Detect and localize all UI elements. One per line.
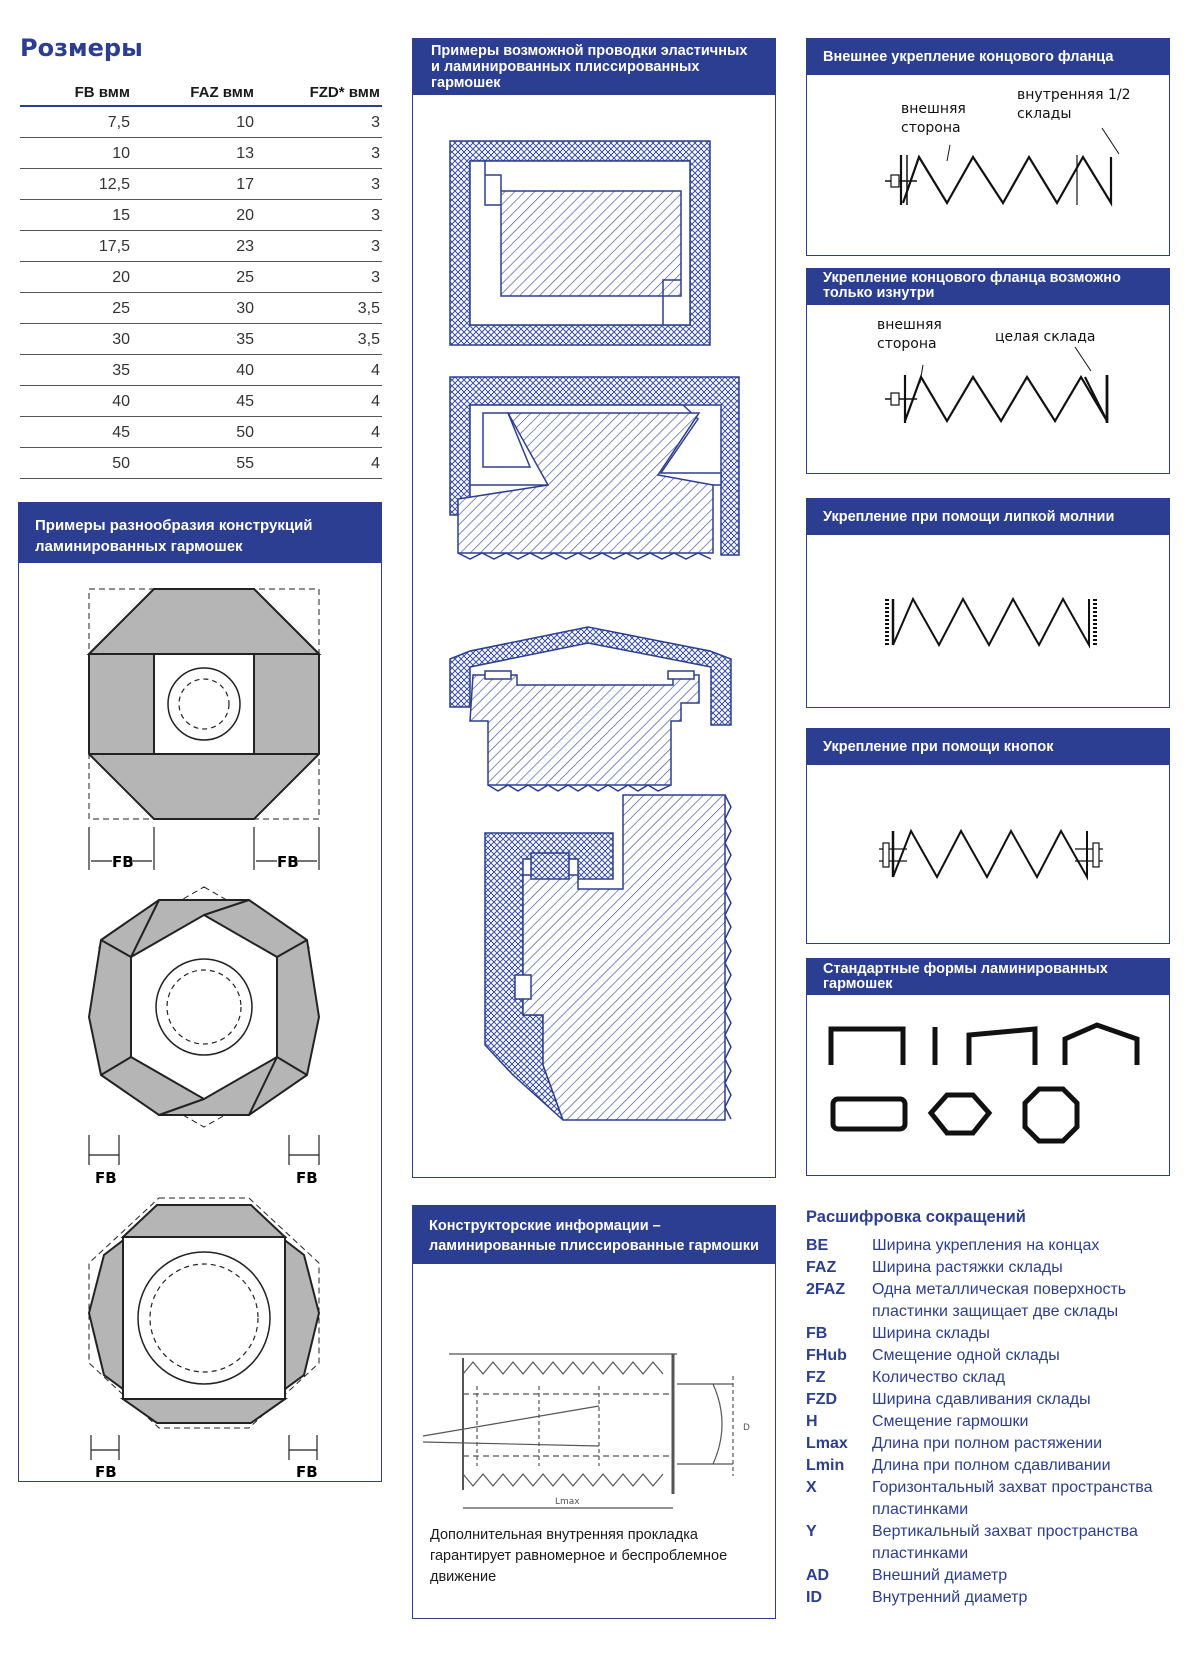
legend-key: FZD — [806, 1391, 838, 1408]
panel-shapes-title: Стандартные формы ламинированных гармошек — [807, 959, 1169, 995]
legend-value: Смещение одной склады — [872, 1347, 1060, 1364]
cell-fzd: 3,5 — [256, 324, 382, 355]
inside-drawing — [807, 305, 1169, 473]
legend-value: Длина при полном растяжении — [872, 1435, 1103, 1452]
label-outside-2b: сторона — [877, 336, 937, 352]
shape-rect — [833, 1099, 905, 1129]
velcro-drawing — [807, 535, 1169, 707]
legend-value: Внутренний диаметр — [872, 1589, 1028, 1606]
cell-fb: 15 — [20, 200, 132, 231]
legend-item — [806, 1455, 1186, 1477]
fb-label-2a: FB — [95, 1169, 117, 1187]
sizes-row — [20, 200, 382, 231]
cell-fb: 12,5 — [20, 169, 132, 200]
panel-external-title: Внешнее укрепление концового фланца — [807, 39, 1169, 75]
cell-fb: 35 — [20, 355, 132, 386]
legend-value: Длина при полном сдавливании — [872, 1457, 1111, 1474]
cell-faz: 20 — [132, 200, 256, 231]
legend-value: Ширина растяжки склады — [872, 1259, 1063, 1276]
panel-buttons-title: Укрепление при помощи кнопок — [807, 729, 1169, 765]
fb-label-1b: FB — [277, 853, 299, 871]
legend-value: Количество склад — [872, 1369, 1006, 1386]
cell-fzd: 3 — [256, 138, 382, 169]
cell-faz: 55 — [132, 448, 256, 479]
cell-fzd: 4 — [256, 386, 382, 417]
legend-item — [806, 1323, 1186, 1345]
sizes-header-row — [20, 80, 382, 106]
legend-key: FAZ — [806, 1259, 837, 1276]
panel-inside — [806, 268, 1170, 474]
external-drawing — [807, 75, 1169, 255]
lmax-label: Lmax — [555, 1497, 580, 1507]
panel-external — [806, 38, 1170, 256]
cell-fzd: 3,5 — [256, 293, 382, 324]
cell-fzd: 3 — [256, 200, 382, 231]
cell-fb: 17,5 — [20, 231, 132, 262]
legend-item — [806, 1587, 1186, 1609]
variety-drawings — [19, 565, 381, 1480]
cell-fb: 10 — [20, 138, 132, 169]
cell-fzd: 3 — [256, 262, 382, 293]
label-outside-1a: внешняя — [901, 101, 966, 117]
legend-key: Lmax — [806, 1435, 848, 1452]
legend-key: FB — [806, 1325, 828, 1342]
sizes-body — [20, 106, 382, 479]
legend-key: BE — [806, 1237, 829, 1254]
cell-faz: 30 — [132, 293, 256, 324]
panel-variety — [18, 502, 382, 1482]
shapes-drawing — [807, 995, 1169, 1175]
legend-item — [806, 1345, 1186, 1367]
legend-key: FZ — [806, 1369, 826, 1386]
shape-u — [831, 1029, 903, 1065]
label-whole: целая склада — [995, 329, 1096, 345]
panel-velcro-title: Укрепление при помощи липкой молнии — [807, 499, 1169, 535]
legend-key: X — [806, 1479, 817, 1496]
cell-fb: 7,5 — [20, 106, 132, 138]
design-drawing — [413, 1266, 775, 1516]
sizes-table — [20, 80, 382, 479]
label-outside-2a: внешняя — [877, 317, 942, 333]
legend-list — [806, 1235, 1186, 1609]
cell-faz: 40 — [132, 355, 256, 386]
legend-value: Ширина склады — [872, 1325, 990, 1342]
legend-value: Одна металлическая поверхность пластинки защищает две склады — [872, 1281, 1127, 1320]
cell-fzd: 3 — [256, 106, 382, 138]
cell-faz: 23 — [132, 231, 256, 262]
sizes-row — [20, 355, 382, 386]
sizes-row — [20, 386, 382, 417]
cell-fb: 30 — [20, 324, 132, 355]
legend-item — [806, 1433, 1186, 1455]
sizes-row — [20, 262, 382, 293]
panel-design-title: Конструкторские информации – ламинированные плиссированные гармошки — [413, 1206, 775, 1264]
legend-value: Горизонтальный захват пространства пластинками — [872, 1479, 1153, 1518]
legend-key: ID — [806, 1589, 822, 1606]
fb-label-3a: FB — [95, 1463, 117, 1480]
legend-key: AD — [806, 1567, 830, 1584]
legend-item — [806, 1565, 1186, 1587]
fb-label-2b: FB — [296, 1169, 318, 1187]
cell-fzd: 3 — [256, 231, 382, 262]
d-label: D — [743, 1423, 750, 1433]
shape-octagon — [1025, 1089, 1077, 1141]
legend-key: FHub — [806, 1347, 847, 1364]
cell-faz: 25 — [132, 262, 256, 293]
label-inner-b: склады — [1017, 106, 1072, 122]
legend-item — [806, 1279, 1186, 1323]
cell-fzd: 4 — [256, 417, 382, 448]
panel-routing-title: Примеры возможной проводки эластичных и ламинированных плиссированных гармошек — [413, 39, 775, 95]
cell-fzd: 4 — [256, 355, 382, 386]
sizes-row — [20, 169, 382, 200]
cell-fb: 50 — [20, 448, 132, 479]
routing-drawings — [413, 95, 775, 1175]
legend-key: Lmin — [806, 1457, 845, 1474]
header-faz: FAZ вмм — [132, 80, 256, 106]
cell-fzd: 4 — [256, 448, 382, 479]
legend-key: H — [806, 1413, 818, 1430]
cell-faz: 13 — [132, 138, 256, 169]
legend-value: Внешний диаметр — [872, 1567, 1008, 1584]
legend-item — [806, 1389, 1186, 1411]
shape-roof — [1065, 1025, 1137, 1065]
legend-item — [806, 1235, 1186, 1257]
fb-label-1a: FB — [112, 853, 134, 871]
cell-faz: 17 — [132, 169, 256, 200]
panel-variety-title: Примеры разнообразия конструкций ламинированных гармошек — [19, 503, 381, 563]
legend-item — [806, 1367, 1186, 1389]
fb-label-3b: FB — [296, 1463, 318, 1480]
sizes-title: Розмеры — [20, 34, 143, 62]
legend-value: Ширина сдавливания склады — [872, 1391, 1091, 1408]
legend-item — [806, 1411, 1186, 1433]
legend-item — [806, 1477, 1186, 1521]
sizes-row — [20, 106, 382, 138]
legend-key: Y — [806, 1523, 817, 1540]
label-outside-1b: сторона — [901, 120, 961, 136]
cell-fzd: 3 — [256, 169, 382, 200]
panel-inside-title: Укрепление концового фланца возможно только изнутри — [807, 269, 1169, 305]
sizes-row — [20, 231, 382, 262]
legend-value: Вертикальный захват пространства пластинками — [872, 1523, 1138, 1562]
legend-value: Ширина укрепления на концах — [872, 1237, 1100, 1254]
sizes-row — [20, 293, 382, 324]
legend-value: Смещение гармошки — [872, 1413, 1029, 1430]
panel-buttons — [806, 728, 1170, 944]
header-fzd: FZD* вмм — [256, 80, 382, 106]
cell-faz: 50 — [132, 417, 256, 448]
header-fb: FB вмм — [20, 80, 132, 106]
cell-fb: 20 — [20, 262, 132, 293]
cell-fb: 45 — [20, 417, 132, 448]
sizes-row — [20, 138, 382, 169]
sizes-row — [20, 417, 382, 448]
sizes-row — [20, 324, 382, 355]
shape-slant — [969, 1029, 1035, 1065]
label-inner-a: внутренняя 1/2 — [1017, 87, 1131, 103]
cell-faz: 10 — [132, 106, 256, 138]
cell-faz: 35 — [132, 324, 256, 355]
cell-fb: 40 — [20, 386, 132, 417]
shape-hexagon — [931, 1095, 989, 1133]
legend-key: 2FAZ — [806, 1281, 846, 1298]
cell-fb: 25 — [20, 293, 132, 324]
design-note: Дополнительная внутренняя прокладка гарантирует равномерное и беспроблемное движение — [430, 1527, 728, 1585]
panel-velcro — [806, 498, 1170, 708]
sizes-row — [20, 448, 382, 479]
legend-item — [806, 1521, 1186, 1565]
panel-routing — [412, 38, 776, 1178]
panel-shapes — [806, 958, 1170, 1176]
legend-title: Расшифровка сокращений — [806, 1208, 1026, 1226]
cell-faz: 45 — [132, 386, 256, 417]
buttons-drawing — [807, 765, 1169, 943]
legend-item — [806, 1257, 1186, 1279]
